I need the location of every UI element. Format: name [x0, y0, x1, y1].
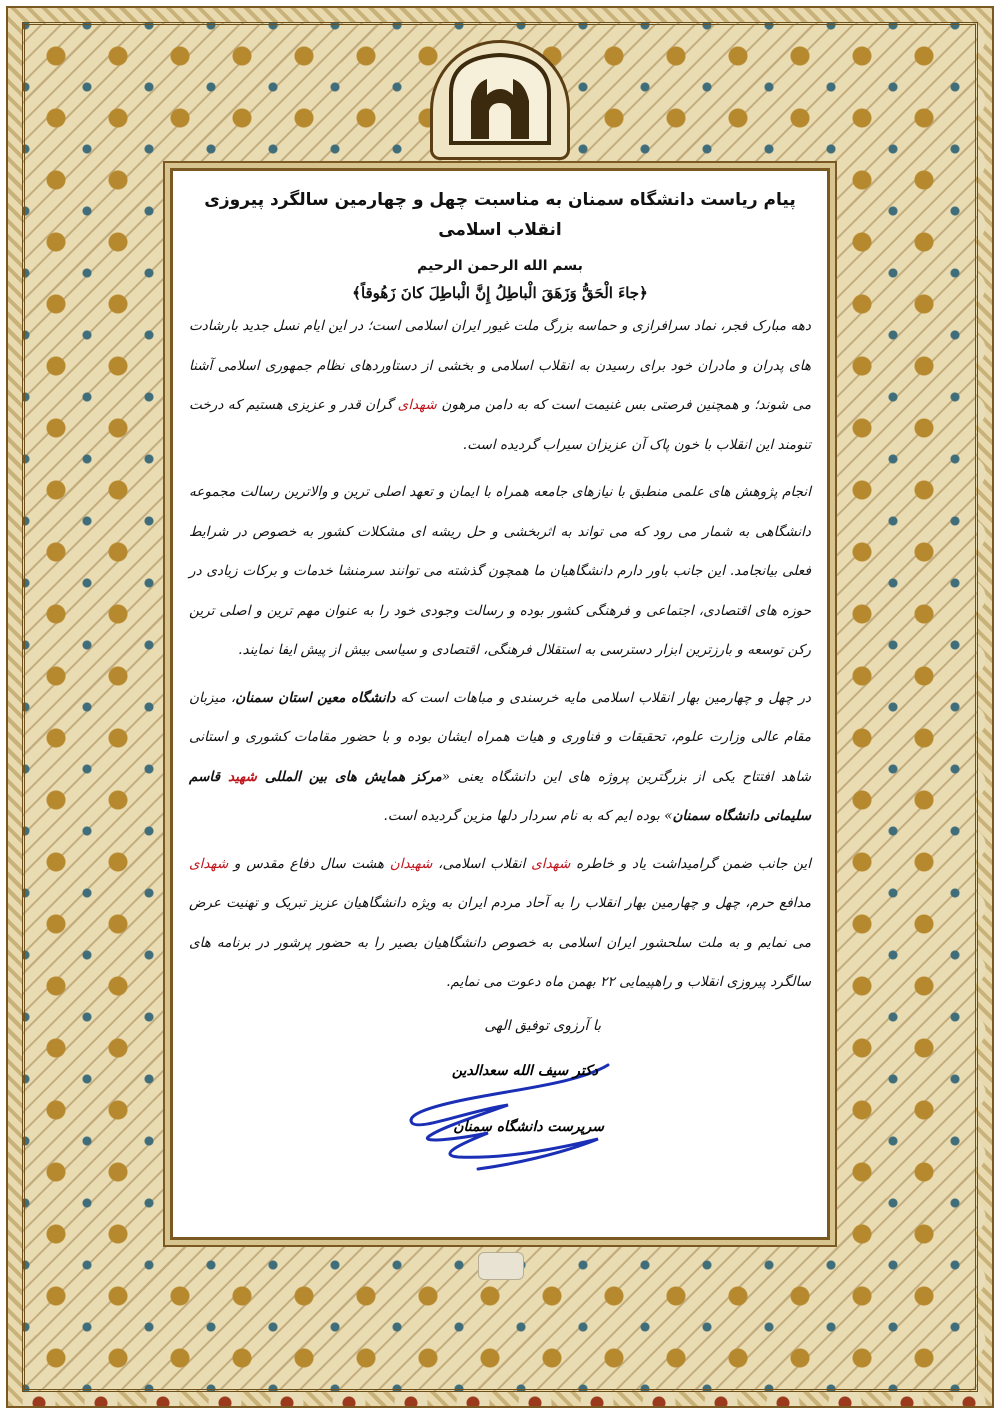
university-logo — [430, 40, 570, 160]
paragraph-4-highlight-2: شهیدان — [389, 855, 433, 872]
paragraph-4-text-d: مدافع حرم، چهل و چهارمین بهار انقلاب را به آحاد مردم ایران به ویژه دانشگاهیان عزیز تبریک و تهنیت عرض می نمایم و به ملت سلحشور ایران اسلامی به خصوص دانشگاهیان بصیر را به حضور پرشور در برنامه های سالگرد پیروزی انقلاب و راهپیمایی ۲۲ بهمن ماه دعوت می نمایم. — [189, 895, 811, 990]
paragraph-1-text-b: گران قدر و عزیزی هستیم که درخت تنومند این انقلاب با خون پاک آن عزیزان سیراب گردیده است. — [189, 397, 811, 453]
message-title: پیام ریاست دانشگاه سمنان به مناسبت چهل و چهارمین سالگرد پیروزی انقلاب اسلامی — [204, 190, 796, 240]
university-logo-icon — [433, 43, 567, 157]
quran-verse: ﴿جاءَ الْحَقُّ وَزَهَقَ الْباطِلُ إِنَّ الْباطِلَ کانَ زَهُوقاً﴾ — [352, 284, 648, 302]
paragraph-4-highlight-1: شهدای — [531, 855, 571, 872]
paragraph-3-highlight: شهید — [228, 768, 265, 785]
bismillah: بسم الله الرحمن الرحیم — [417, 258, 583, 274]
closing-wish: با آرزوی توفیق الهی — [484, 1017, 601, 1034]
paragraph-2: انجام پژوهش های علمی منطبق با نیازهای جامعه همراه با ایمان و تعهد اصلی ترین و والاترین رسالت مجموعه دانشگاهی به شمار می رود که می تواند به اثربخشی و حل ریشه ای مشکلات کشور به خصوص در شرایط فعلی بیانجامد. این جانب باور دارم دانشگاهیان ما همچون گذشته می توانند سرمنشا خدمات و برکات زیادی در حوزه های اقتصادی، اجتماعی و فرهنگی کشور بوده و رسالت وجودی خود را به عنوان مهم ترین و اصلی ترین رکن توسعه و بارزترین ابزار دسترسی به استقلال فرهنگی، اقتصادی و سیاسی بیش از پیش ایفا نمایند. — [189, 484, 811, 658]
paragraph-4 — [189, 845, 811, 1003]
paragraph-4-highlight-3: شهدای — [189, 855, 229, 872]
signature-block — [398, 1059, 618, 1189]
paragraph-1-highlight: شهدای — [397, 397, 437, 413]
paragraph-3 — [189, 679, 811, 837]
paragraph-4-text-a: این جانب ضمن گرامیداشت یاد و خاطره — [570, 855, 811, 872]
paragraph-3-bold-name: قاسم سلیمانی دانشگاه سمنان — [189, 768, 811, 824]
paragraph-4-text-b: انقلاب اسلامی، — [432, 855, 532, 872]
signatory-role: سرپرست دانشگاه سمنان — [453, 1119, 604, 1135]
paragraph-1-text-a: دهه مبارک فجر، نماد سرافرازی و حماسه بزرگ ملت غیور ایران اسلامی است؛ در این ایام نسل جدید بارشادت های پدران و مادران خود برای رسیدن به انقلاب اسلامی و بخشی از دستاوردهای نظام جمهوری اسلامی آشنا می شوند؛ و همچنین فرصتی بس غنیمت است که به دامن مرهون — [189, 318, 812, 413]
paragraph-3-text-a: در چهل و چهارمین بهار انقلاب اسلامی مایه خرسندی و مباهات است که — [395, 689, 811, 706]
watermark-stamp — [478, 1252, 524, 1280]
message-panel — [170, 168, 830, 1240]
paragraph-1 — [189, 307, 811, 465]
paragraph-4-text-c: هشت سال دفاع مقدس و — [228, 855, 390, 872]
signatory-name: دکتر سیف الله سعدالدین — [451, 1063, 598, 1079]
paragraph-3-bold-university: دانشگاه معین استان سمنان — [235, 689, 396, 706]
paragraph-3-text-b: ، میزبان مقام عالی وزارت علوم، تحقیقات و فناوری و هیات همراه ایشان بوده و با حضور مقامات کشوری و استانی شاهد افتتاح یکی از بزرگترین پروژه های این دانشگاه یعنی « — [189, 689, 811, 785]
paragraph-3-text-c: » بوده ایم که به نام سردار دلها مزین گردیده است. — [383, 808, 673, 824]
message-content — [189, 185, 811, 1041]
paragraph-3-bold-center: مرکز همایش های بین المللی — [264, 768, 442, 785]
